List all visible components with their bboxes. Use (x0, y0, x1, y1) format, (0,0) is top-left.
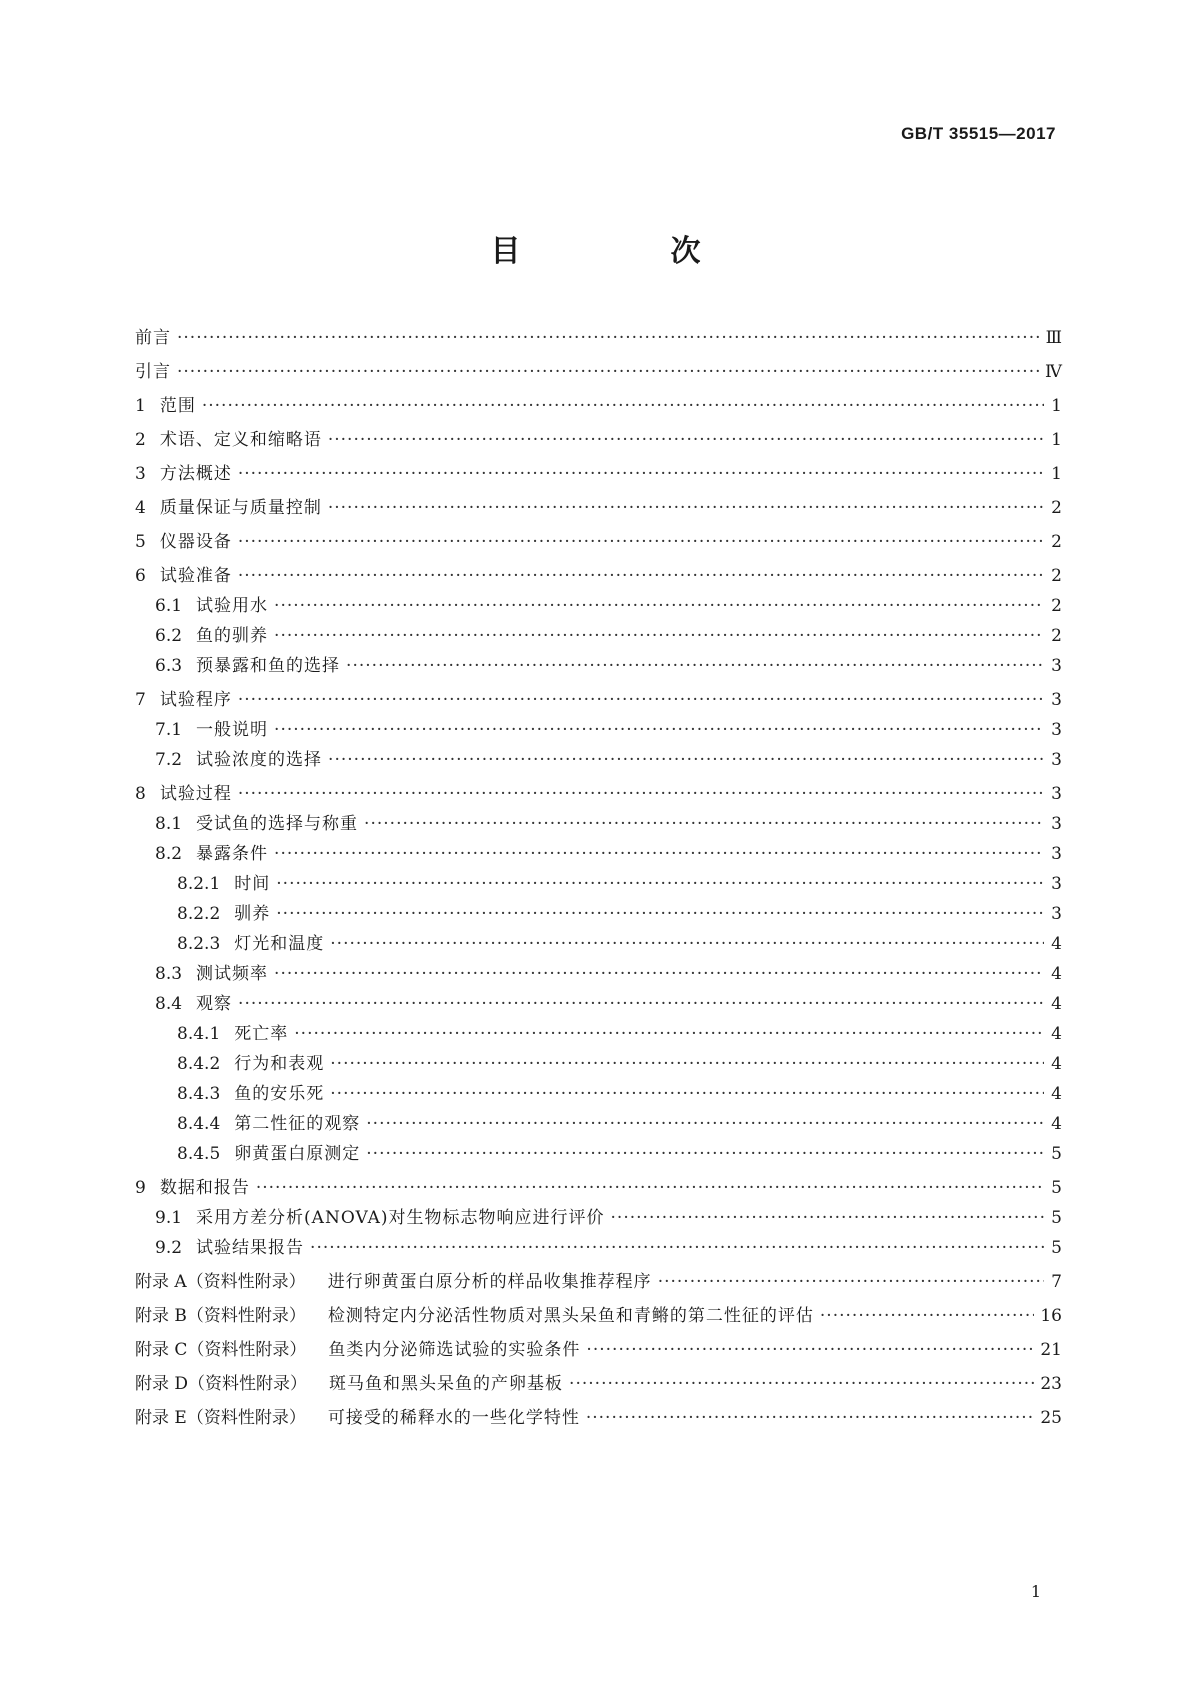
toc-dot-leader (276, 871, 1044, 897)
toc-entry-page: 23 (1040, 1374, 1062, 1394)
toc-entry-number: 6.2 (155, 626, 183, 646)
toc-dot-leader (294, 1021, 1044, 1047)
page-number: 1 (1030, 1582, 1041, 1601)
toc-entry-label: 质量保证与质量控制 (159, 498, 322, 518)
toc-entry-page: 2 (1051, 596, 1062, 616)
toc-dot-leader (238, 781, 1044, 807)
toc-entry-number: 8.2 (155, 844, 183, 864)
toc-entry-label: 暴露条件 (196, 844, 269, 864)
toc-entry-page: Ⅳ (1045, 362, 1062, 382)
toc-entry-label: 仪器设备 (159, 532, 232, 552)
toc-dot-leader (274, 593, 1044, 619)
toc-entry-label: 驯养 (234, 904, 271, 924)
toc-entry-label: 行为和表观 (234, 1054, 325, 1074)
toc-entry-number: 1 (135, 396, 146, 416)
toc-entry-page: 5 (1051, 1208, 1062, 1228)
toc-entry-page: 2 (1051, 532, 1062, 552)
toc-entry-number: 6 (135, 566, 146, 586)
toc-entry-label: 试验用水 (196, 596, 269, 616)
toc-entry[interactable] (135, 563, 1062, 589)
toc-entry-page: 1 (1051, 396, 1062, 416)
toc-dot-leader (274, 623, 1044, 649)
toc-appendix-entry[interactable] (135, 1337, 1062, 1363)
toc-appendix-tag: 附录 C（资料性附录） (135, 1340, 307, 1360)
toc-entry-number: 8.2.3 (177, 934, 221, 954)
toc-entry-page: 3 (1051, 814, 1062, 834)
toc-dot-leader (238, 687, 1044, 713)
toc-entry-number: 9.2 (155, 1238, 183, 1258)
toc-entry[interactable] (135, 747, 1062, 773)
toc-appendix-tag: 附录 D（资料性附录） (135, 1374, 308, 1394)
toc-entry-label: 斑马鱼和黑头呆鱼的产卵基板 (329, 1374, 564, 1394)
toc-entry[interactable] (135, 593, 1062, 619)
toc-entry-number: 6.1 (155, 596, 183, 616)
toc-dot-leader (276, 901, 1044, 927)
toc-dot-leader (569, 1371, 1034, 1397)
toc-entry-label: 鱼类内分泌筛选试验的实验条件 (328, 1340, 581, 1360)
toc-entry[interactable] (135, 841, 1062, 867)
toc-entry[interactable] (135, 687, 1062, 713)
toc-entry[interactable] (135, 623, 1062, 649)
toc-entry-number: 8.2.2 (177, 904, 221, 924)
toc-dot-leader (274, 841, 1044, 867)
toc-entry-number: 8.2.1 (177, 874, 221, 894)
toc-entry-number: 8.4.1 (177, 1024, 221, 1044)
toc-entry-page: 3 (1051, 784, 1062, 804)
toc-entry-page: 4 (1051, 964, 1062, 984)
toc-entry-page: Ⅲ (1045, 328, 1062, 348)
toc-dot-leader (177, 325, 1040, 351)
toc-entry-label: 试验程序 (159, 690, 232, 710)
toc-dot-leader (202, 393, 1044, 419)
toc-entry-number: 7 (135, 690, 146, 710)
toc-dot-leader (330, 1051, 1044, 1077)
toc-dot-leader (238, 991, 1044, 1017)
toc-entry[interactable] (135, 901, 1062, 927)
toc-entry[interactable] (135, 1205, 1062, 1231)
toc-entry-label: 引言 (135, 362, 171, 382)
toc-entry[interactable] (135, 653, 1062, 679)
toc-entry-label: 试验过程 (159, 784, 232, 804)
toc-entry-number: 9 (135, 1178, 146, 1198)
toc-entry-number: 7.1 (155, 720, 183, 740)
toc-entry[interactable] (135, 393, 1062, 419)
toc-entry-label: 采用方差分析(ANOVA)对生物标志物响应进行评价 (196, 1208, 605, 1228)
toc-appendix-entry[interactable] (135, 1371, 1062, 1397)
toc-entry[interactable] (135, 1021, 1062, 1047)
toc-entry-label: 数据和报告 (159, 1178, 250, 1198)
toc-entry-page: 4 (1051, 934, 1062, 954)
toc-entry-page: 3 (1051, 690, 1062, 710)
toc-entry[interactable] (135, 1141, 1062, 1167)
toc-entry-number: 8.4.3 (177, 1084, 221, 1104)
toc-entry-number: 8.4 (155, 994, 183, 1014)
toc-dot-leader (366, 1141, 1044, 1167)
toc-entry[interactable] (135, 717, 1062, 743)
standard-code: GB/T 35515—2017 (901, 124, 1056, 143)
toc-entry-page: 5 (1051, 1178, 1062, 1198)
toc-entry-page: 16 (1040, 1306, 1062, 1326)
toc-entry-label: 死亡率 (234, 1024, 289, 1044)
toc-entry[interactable] (135, 1111, 1062, 1137)
toc-dot-leader (330, 1081, 1044, 1107)
toc-appendix-tag: 附录 B（资料性附录） (135, 1306, 306, 1326)
toc-dot-leader (346, 653, 1044, 679)
toc-entry-label: 第二性征的观察 (234, 1114, 361, 1134)
toc-appendix-entry[interactable] (135, 1405, 1062, 1431)
toc-entry-page: 2 (1051, 626, 1062, 646)
toc-entry-label: 前言 (135, 328, 171, 348)
toc-entry-label: 时间 (234, 874, 271, 894)
toc-entry[interactable] (135, 325, 1062, 351)
toc-entry-page: 2 (1051, 498, 1062, 518)
toc-dot-leader (328, 747, 1044, 773)
toc-entry-page: 3 (1051, 750, 1062, 770)
toc-dot-leader (586, 1405, 1035, 1431)
toc-entry-label: 卵黄蛋白原测定 (234, 1144, 361, 1164)
toc-entry-page: 3 (1051, 656, 1062, 676)
toc-dot-leader (274, 961, 1044, 987)
toc-entry[interactable] (135, 1051, 1062, 1077)
toc-entry-number: 2 (135, 430, 146, 450)
toc-entry-label: 试验准备 (159, 566, 232, 586)
toc-entry[interactable] (135, 991, 1062, 1017)
toc-entry[interactable] (135, 529, 1062, 555)
toc-entry-page: 4 (1051, 994, 1062, 1014)
page-title: 目 次 (490, 234, 761, 269)
toc-dot-leader (364, 811, 1044, 837)
toc-entry-label: 灯光和温度 (234, 934, 325, 954)
toc-entry-label: 检测特定内分泌活性物质对黑头呆鱼和青鳉的第二性征的评估 (327, 1306, 814, 1326)
toc-entry-number: 9.1 (155, 1208, 183, 1228)
toc-dot-leader (274, 717, 1044, 743)
toc-entry-number: 8.1 (155, 814, 183, 834)
toc-entry[interactable] (135, 781, 1062, 807)
toc-entry-page: 21 (1040, 1340, 1062, 1360)
toc-entry-label: 术语、定义和缩略语 (159, 430, 322, 450)
toc-dot-leader (586, 1337, 1034, 1363)
toc-entry[interactable] (135, 427, 1062, 453)
toc-entry-number: 5 (135, 532, 146, 552)
toc-entry-label: 观察 (196, 994, 233, 1014)
toc-entry-page: 4 (1051, 1114, 1062, 1134)
toc-entry-number: 8.4.2 (177, 1054, 221, 1074)
toc-entry-page: 2 (1051, 566, 1062, 586)
toc-entry-label: 一般说明 (196, 720, 269, 740)
toc-dot-leader (658, 1269, 1044, 1295)
toc-entry-number: 7.2 (155, 750, 183, 770)
toc-entry-number: 8.4.5 (177, 1144, 221, 1164)
toc-entry[interactable] (135, 811, 1062, 837)
toc-entry[interactable] (135, 871, 1062, 897)
toc-entry-number: 3 (135, 464, 146, 484)
toc-entry[interactable] (135, 931, 1062, 957)
toc-entry-number: 4 (135, 498, 146, 518)
toc-dot-leader (256, 1175, 1044, 1201)
toc-dot-leader (238, 529, 1044, 555)
toc-entry[interactable] (135, 1081, 1062, 1107)
toc-dot-leader (310, 1235, 1044, 1261)
toc-entry-page: 3 (1051, 720, 1062, 740)
toc-entry[interactable] (135, 1235, 1062, 1261)
toc-entry-label: 测试频率 (196, 964, 269, 984)
toc-entry-label: 受试鱼的选择与称重 (196, 814, 359, 834)
toc-entry-label: 鱼的安乐死 (234, 1084, 325, 1104)
toc-dot-leader (328, 427, 1044, 453)
toc-entry-page: 1 (1051, 464, 1062, 484)
toc-dot-leader (330, 931, 1044, 957)
table-of-contents (135, 325, 1062, 1431)
toc-dot-leader (238, 563, 1044, 589)
toc-entry-page: 25 (1040, 1408, 1062, 1428)
toc-entry-page: 4 (1051, 1024, 1062, 1044)
toc-dot-leader (820, 1303, 1034, 1329)
toc-entry-number: 8.3 (155, 964, 183, 984)
toc-appendix-entry[interactable] (135, 1269, 1062, 1295)
toc-dot-leader (328, 495, 1044, 521)
toc-entry-page: 3 (1051, 874, 1062, 894)
toc-entry-page: 4 (1051, 1054, 1062, 1074)
toc-entry[interactable] (135, 495, 1062, 521)
toc-appendix-entry[interactable] (135, 1303, 1062, 1329)
toc-entry-page: 7 (1051, 1272, 1062, 1292)
toc-entry-label: 方法概述 (159, 464, 232, 484)
toc-entry-page: 4 (1051, 1084, 1062, 1104)
toc-entry-label: 范围 (159, 396, 196, 416)
toc-entry[interactable] (135, 961, 1062, 987)
toc-entry-label: 鱼的驯养 (196, 626, 269, 646)
toc-entry-label: 预暴露和鱼的选择 (196, 656, 341, 676)
toc-entry-number: 8.4.4 (177, 1114, 221, 1134)
toc-dot-leader (238, 461, 1044, 487)
toc-appendix-tag: 附录 A（资料性附录） (135, 1272, 306, 1292)
toc-entry-page: 3 (1051, 904, 1062, 924)
toc-entry-page: 5 (1051, 1238, 1062, 1258)
toc-entry-label: 试验浓度的选择 (196, 750, 323, 770)
toc-entry-page: 1 (1051, 430, 1062, 450)
toc-entry-label: 可接受的稀释水的一些化学特性 (327, 1408, 580, 1428)
toc-entry[interactable] (135, 461, 1062, 487)
toc-entry-number: 8 (135, 784, 146, 804)
toc-entry-page: 5 (1051, 1144, 1062, 1164)
toc-dot-leader (611, 1205, 1044, 1231)
toc-dot-leader (366, 1111, 1044, 1137)
toc-entry-label: 试验结果报告 (196, 1238, 305, 1258)
toc-entry-number: 6.3 (155, 656, 183, 676)
toc-appendix-tag: 附录 E（资料性附录） (135, 1408, 306, 1428)
toc-entry-label: 进行卵黄蛋白原分析的样品收集推荐程序 (327, 1272, 652, 1292)
toc-entry-page: 3 (1051, 844, 1062, 864)
toc-entry[interactable] (135, 1175, 1062, 1201)
toc-entry[interactable] (135, 359, 1062, 385)
toc-dot-leader (177, 359, 1039, 385)
